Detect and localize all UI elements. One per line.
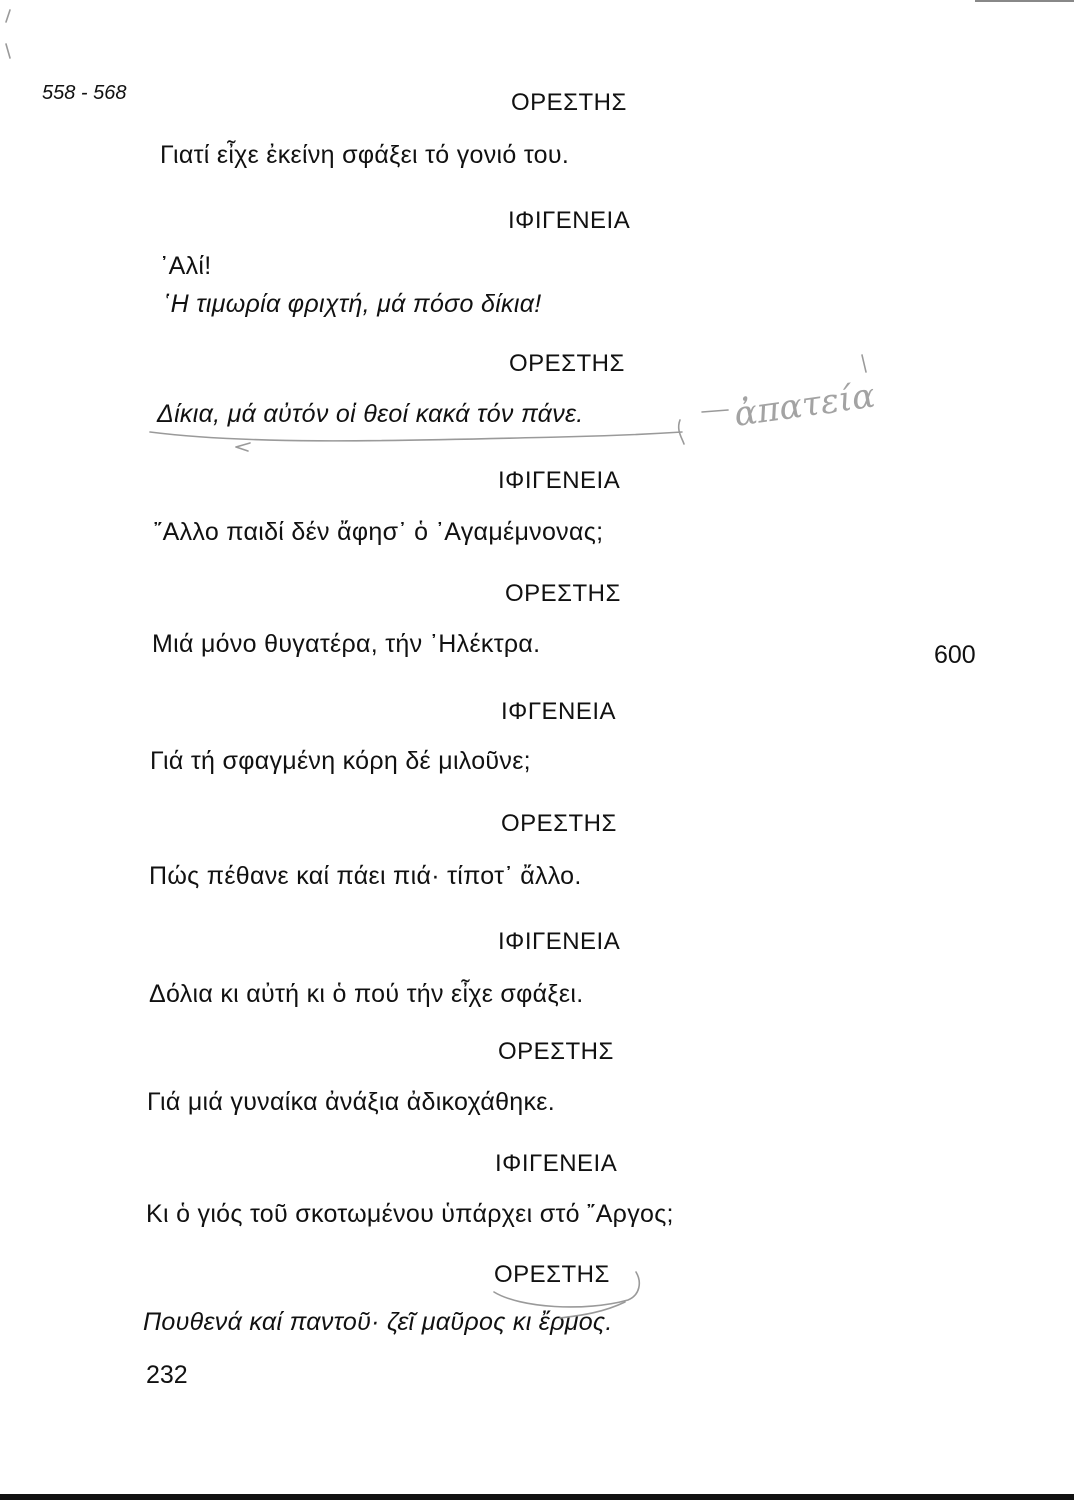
speaker-name: ΙΦΙΓΕΝΕΙΑ xyxy=(498,928,621,955)
dash-scribble xyxy=(702,410,728,412)
verse-line: Δίκια, μά αὐτόν οἱ θεοί κακά τόν πάνε. xyxy=(157,400,584,428)
verse-line: ᾿Αλί! xyxy=(160,252,212,280)
line-range: 558 - 568 xyxy=(42,82,127,104)
bracket-scribble xyxy=(679,420,684,444)
underline-arrow xyxy=(236,443,250,451)
verse-line: Πουθενά καί παντοῦ· ζεῖ μαῦρος κι ἔρμος. xyxy=(143,1308,613,1336)
verse-line: Γιατί εἶχε ἐκείνη σφάξει τό γονιό του. xyxy=(160,141,570,169)
verse-line: Γιά τή σφαγμένη κόρη δέ μιλοῦνε; xyxy=(150,747,531,775)
page-number: 232 xyxy=(146,1361,188,1389)
speaker-name: ΟΡΕΣΤΗΣ xyxy=(501,810,617,837)
speaker-name: ΟΡΕΣΤΗΣ xyxy=(505,580,621,607)
marginal-line-number: 600 xyxy=(934,641,976,669)
speaker-name: ΟΡΕΣΤΗΣ xyxy=(498,1038,614,1065)
tick-scribble xyxy=(862,355,866,372)
speaker-name: ΟΡΕΣΤΗΣ xyxy=(494,1261,610,1288)
verse-line: Πώς πέθανε καί πάει πιά· τίποτ᾿ ἄλλο. xyxy=(149,862,582,890)
verse-line: Μιά μόνο θυγατέρα, τήν ᾿Ηλέκτρα. xyxy=(152,630,541,658)
speaker-name: ΙΦΓΕΝΕΙΑ xyxy=(501,698,617,725)
handwritten-note: ἀπατεία xyxy=(731,375,878,435)
top-edge-rule xyxy=(975,0,1074,2)
underline-scribble xyxy=(150,432,682,441)
speaker-name: ΟΡΕΣΤΗΣ xyxy=(509,350,625,377)
verse-line: ῾Η τιμωρία φριχτή, μά πόσο δίκια! xyxy=(162,290,542,318)
verse-line: ῎Αλλο παιδί δέν ἄφησ᾿ ὁ ᾿Αγαμέμνονας; xyxy=(154,518,604,546)
speaker-name: ΙΦΙΓΕΝΕΙΑ xyxy=(508,207,631,234)
bottom-edge-rule xyxy=(0,1494,1074,1500)
top-left-mark xyxy=(6,10,10,58)
speaker-name: ΙΦΙΓΕΝΕΙΑ xyxy=(498,467,621,494)
verse-line: Κι ὁ γιός τοῦ σκοτωμένου ὑπάρχει στό ῎Αργος; xyxy=(146,1200,674,1228)
speaker-name: ΟΡΕΣΤΗΣ xyxy=(511,89,627,116)
speaker-name: ΙΦΙΓΕΝΕΙΑ xyxy=(495,1150,618,1177)
verse-line: Δόλια κι αὐτή κι ὁ πού τήν εἶχε σφάξει. xyxy=(149,980,584,1008)
verse-line: Γιά μιά γυναίκα ἀνάξια ἀδικοχάθηκε. xyxy=(147,1088,555,1116)
